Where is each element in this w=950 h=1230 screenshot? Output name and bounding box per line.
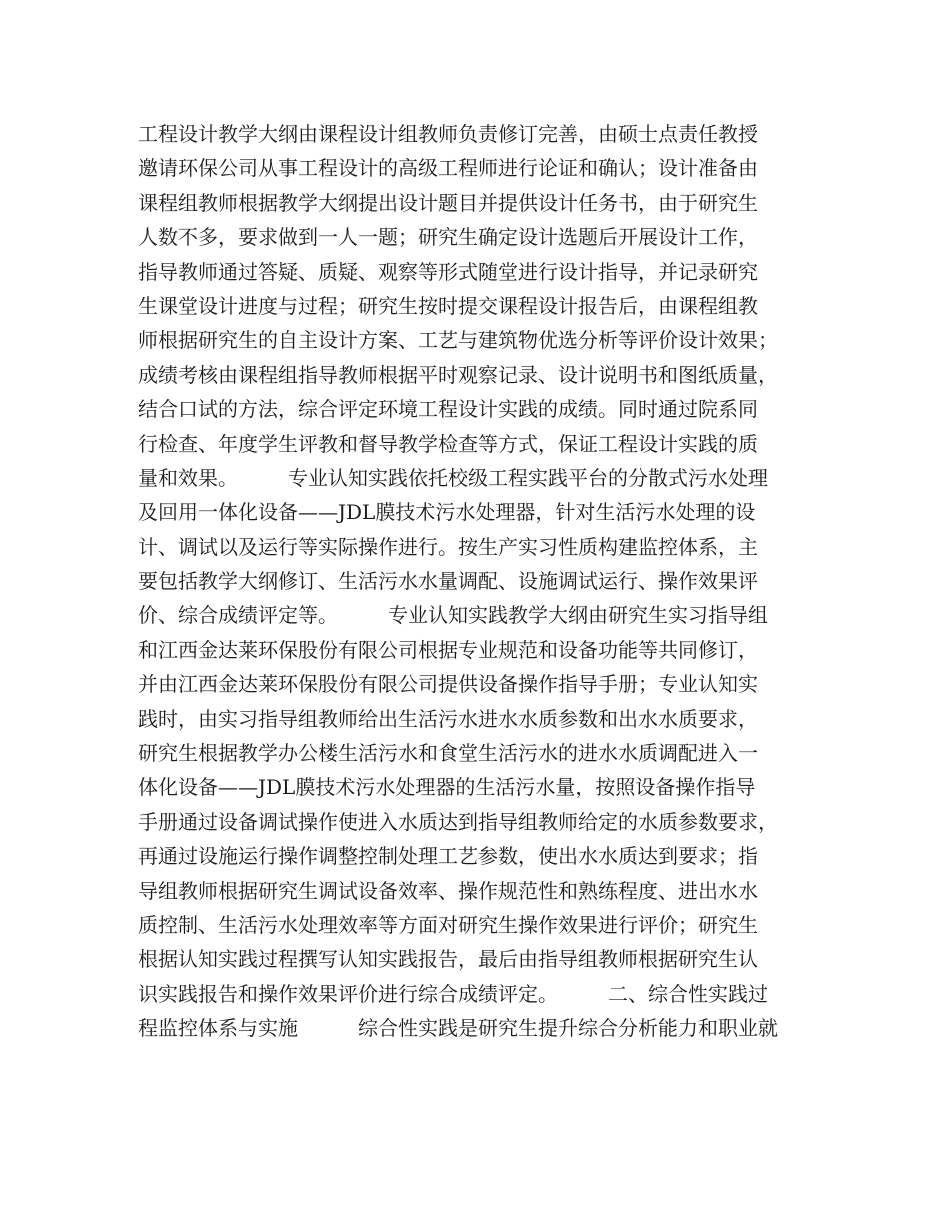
text-line: 并由江西金达莱环保股份有限公司提供设备操作指导手册；专业认知实: [138, 672, 758, 697]
text-line: 程监控体系与实施 综合性实践是研究生提升综合分析能力和职业就: [138, 1016, 778, 1041]
text-line: 课程组教师根据教学大纲提出设计题目并提供设计任务书，由于研究生: [138, 190, 758, 215]
text-line: 人数不多，要求做到一人一题；研究生确定设计选题后开展设计工作，: [138, 225, 758, 250]
text-line: 价、综合成绩评定等。 专业认知实践教学大纲由研究生实习指导组: [138, 603, 768, 628]
body-text: [138, 117, 828, 1046]
text-line: 和江西金达莱环保股份有限公司根据专业规范和设备功能等共同修订，: [138, 637, 758, 662]
text-line: 质控制、生活污水处理效率等方面对研究生操作效果进行评价；研究生: [138, 912, 758, 937]
text-line: 计、调试以及运行等实际操作进行。按生产实习性质构建监控体系，主: [138, 534, 758, 559]
text-line: 成绩考核由课程组指导教师根据平时观察记录、设计说明书和图纸质量，: [138, 362, 778, 387]
text-line: 识实践报告和操作效果评价进行综合成绩评定。 二、综合性实践过: [138, 981, 768, 1006]
text-line: 研究生根据教学办公楼生活污水和食堂生活污水的进水水质调配进入一: [138, 741, 758, 766]
text-line: 结合口试的方法，综合评定环境工程设计实践的成绩。同时通过院系同: [138, 397, 758, 422]
text-line: 行检查、年度学生评教和督导教学检查等方式，保证工程设计实践的质: [138, 431, 758, 456]
text-line: 生课堂设计进度与过程；研究生按时提交课程设计报告后，由课程组教: [138, 293, 758, 318]
text-line: 要包括教学大纲修订、生活污水水量调配、设施调试运行、操作效果评: [138, 569, 758, 594]
text-line: 根据认知实践过程撰写认知实践报告，最后由指导组教师根据研究生认: [138, 947, 758, 972]
text-line: 邀请环保公司从事工程设计的高级工程师进行论证和确认；设计准备由: [138, 156, 758, 181]
text-line: 手册通过设备调试操作使进入水质达到指导组教师给定的水质参数要求，: [138, 809, 778, 834]
text-line: 体化设备——JDL膜技术污水处理器的生活污水量，按照设备操作指导: [138, 775, 756, 800]
text-line: 量和效果。 专业认知实践依托校级工程实践平台的分散式污水处理: [138, 465, 768, 490]
text-line: 践时，由实习指导组教师给出生活污水进水水质参数和出水水质要求，: [138, 706, 758, 731]
text-line: 指导教师通过答疑、质疑、观察等形式随堂进行设计指导，并记录研究: [138, 259, 758, 284]
text-line: 师根据研究生的自主设计方案、工艺与建筑物优选分析等评价设计效果；: [138, 328, 778, 353]
text-line: 及回用一体化设备——JDL膜技术污水处理器，针对生活污水处理的设: [138, 500, 756, 525]
text-line: 导组教师根据研究生调试设备效率、操作规范性和熟练程度、进出水水: [138, 878, 758, 903]
text-line: 工程设计教学大纲由课程设计组教师负责修订完善，由硕士点责任教授: [138, 122, 758, 146]
text-line: 再通过设施运行操作调整控制处理工艺参数，使出水水质达到要求；指: [138, 844, 758, 869]
